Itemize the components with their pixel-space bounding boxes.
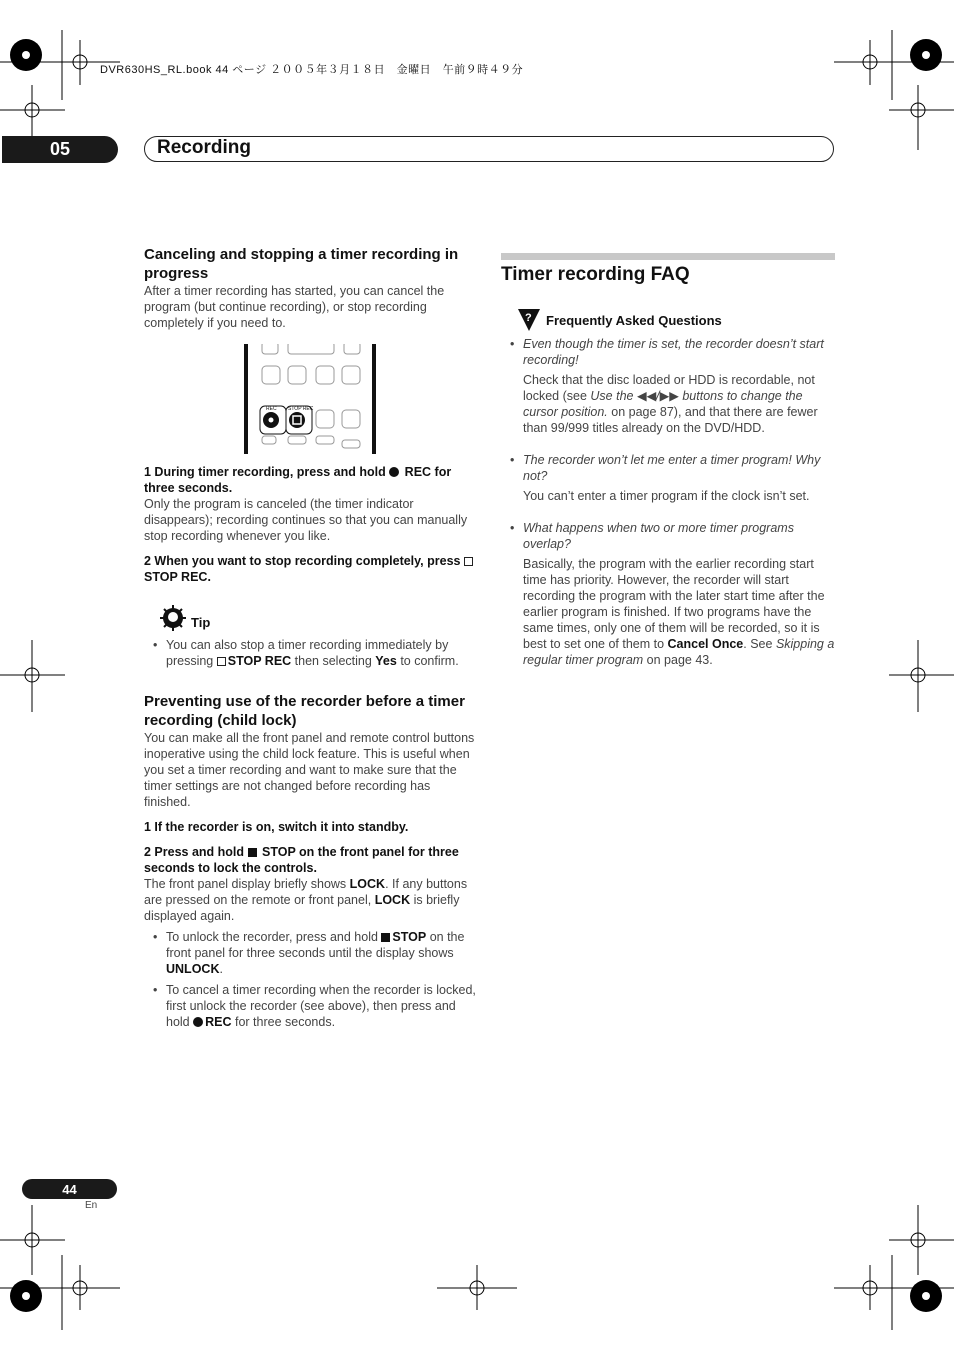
faq-answer-3: Basically, the program with the earlier recording start time has priority. However, the recorder will start recording the program with the later start time after the earlier program is finished. If two programs have the same times, only one of them will be recorded, so it is best to set one of them to Cancel Once. See Skipping a regular timer program on page 43. <box>523 557 835 667</box>
faq-answer-1: Check that the disc loaded or HDD is recordable, not locked (see Use the ◀◀/▶▶ buttons to change the cursor position. on page 87), and that there are fewer than 99/999 titles already on the DVD/HDD. <box>523 373 818 435</box>
left-column <box>144 245 480 331</box>
faq-question-1: • Even though the timer is set, the recorder doesn’t start recording! <box>510 337 824 367</box>
childlock-step-2: 2 Press and hold STOP on the front panel for three seconds to lock the controls. <box>144 845 459 875</box>
cancel-step-1: 1 During timer recording, press and hold REC for three seconds. <box>144 465 452 495</box>
faq-question-icon <box>516 307 542 333</box>
faq-title: Timer recording FAQ <box>501 264 690 285</box>
childlock-heading: Preventing use of the recorder before a timer recording (child lock) <box>144 693 465 729</box>
faq-question-2: • The recorder won’t let me enter a timer program! Why not? <box>510 453 821 483</box>
stop-button-icon <box>248 848 257 857</box>
childlock-step-1: 1 If the recorder is on, switch it into standby. <box>144 820 409 834</box>
rec-key-label: REC <box>266 406 277 412</box>
childlock-bullet-unlock: • To unlock the recorder, press and hold STOP on the front panel for three seconds until the display shows UNLOCK. <box>153 930 465 976</box>
cancel-heading: Canceling and stopping a timer recording in progress <box>144 246 459 282</box>
faq-question-3: • What happens when two or more timer programs overlap? <box>510 521 794 551</box>
stop-button-icon <box>381 933 390 942</box>
faq-label: Frequently Asked Questions <box>546 313 722 328</box>
childlock-bullet-cancel: • To cancel a timer recording when the recorder is locked, first unlock the recorder (see above), then press and hold REC for three seconds. <box>153 983 476 1029</box>
page-number: 44 <box>22 1179 117 1199</box>
stop-rec-button-icon <box>464 557 473 566</box>
cancel-steps <box>144 464 480 585</box>
cancel-intro: After a timer recording has started, you can cancel the program (but continue recording), or stop recording completely if you need to. <box>144 284 445 330</box>
faq-list <box>501 336 837 668</box>
rec-button-icon <box>193 1017 203 1027</box>
chapter-title: Recording <box>157 137 251 158</box>
cancel-step-2: 2 When you want to stop recording completely, press STOP REC. <box>144 553 480 585</box>
chapter-number: 05 <box>2 136 118 163</box>
cancel-step-1-body: Only the program is canceled (the timer indicator disappears); recording continues so that you can manually stop recording whenever you like. <box>144 497 468 543</box>
childlock-body: The front panel display briefly shows LOCK. If any buttons are pressed on the remote or front panel, LOCK is briefly displayed again. <box>144 877 468 923</box>
faq-answer-2: You can’t enter a timer program if the clock isn’t set. <box>523 489 810 503</box>
tip-icon <box>159 605 187 633</box>
remote-control-illustration <box>244 344 378 454</box>
stop-rec-key-label: STOP REC <box>288 406 314 412</box>
childlock-section <box>144 692 480 1030</box>
tip-bullet-item: • You can also stop a timer recording immediately by pressing STOP REC then selecting Yes to confirm. <box>153 638 459 668</box>
svg-text:?: ? <box>525 312 532 324</box>
print-header: DVR630HS_RL.book 44 ページ ２００５年３月１８日 金曜日 午前９時４９分 <box>100 64 524 76</box>
rec-button-icon <box>389 467 399 477</box>
childlock-intro: You can make all the front panel and remote control buttons inoperative using the child lock feature. This is useful when you set a timer recording and want to make sure that the timer settings are not changed before recording has finished. <box>144 731 475 809</box>
tip-label: Tip <box>191 615 211 630</box>
language-code: En <box>85 1200 98 1211</box>
stop-rec-button-icon <box>217 657 226 666</box>
tip-body <box>144 637 484 669</box>
faq-section-bar <box>501 253 835 260</box>
